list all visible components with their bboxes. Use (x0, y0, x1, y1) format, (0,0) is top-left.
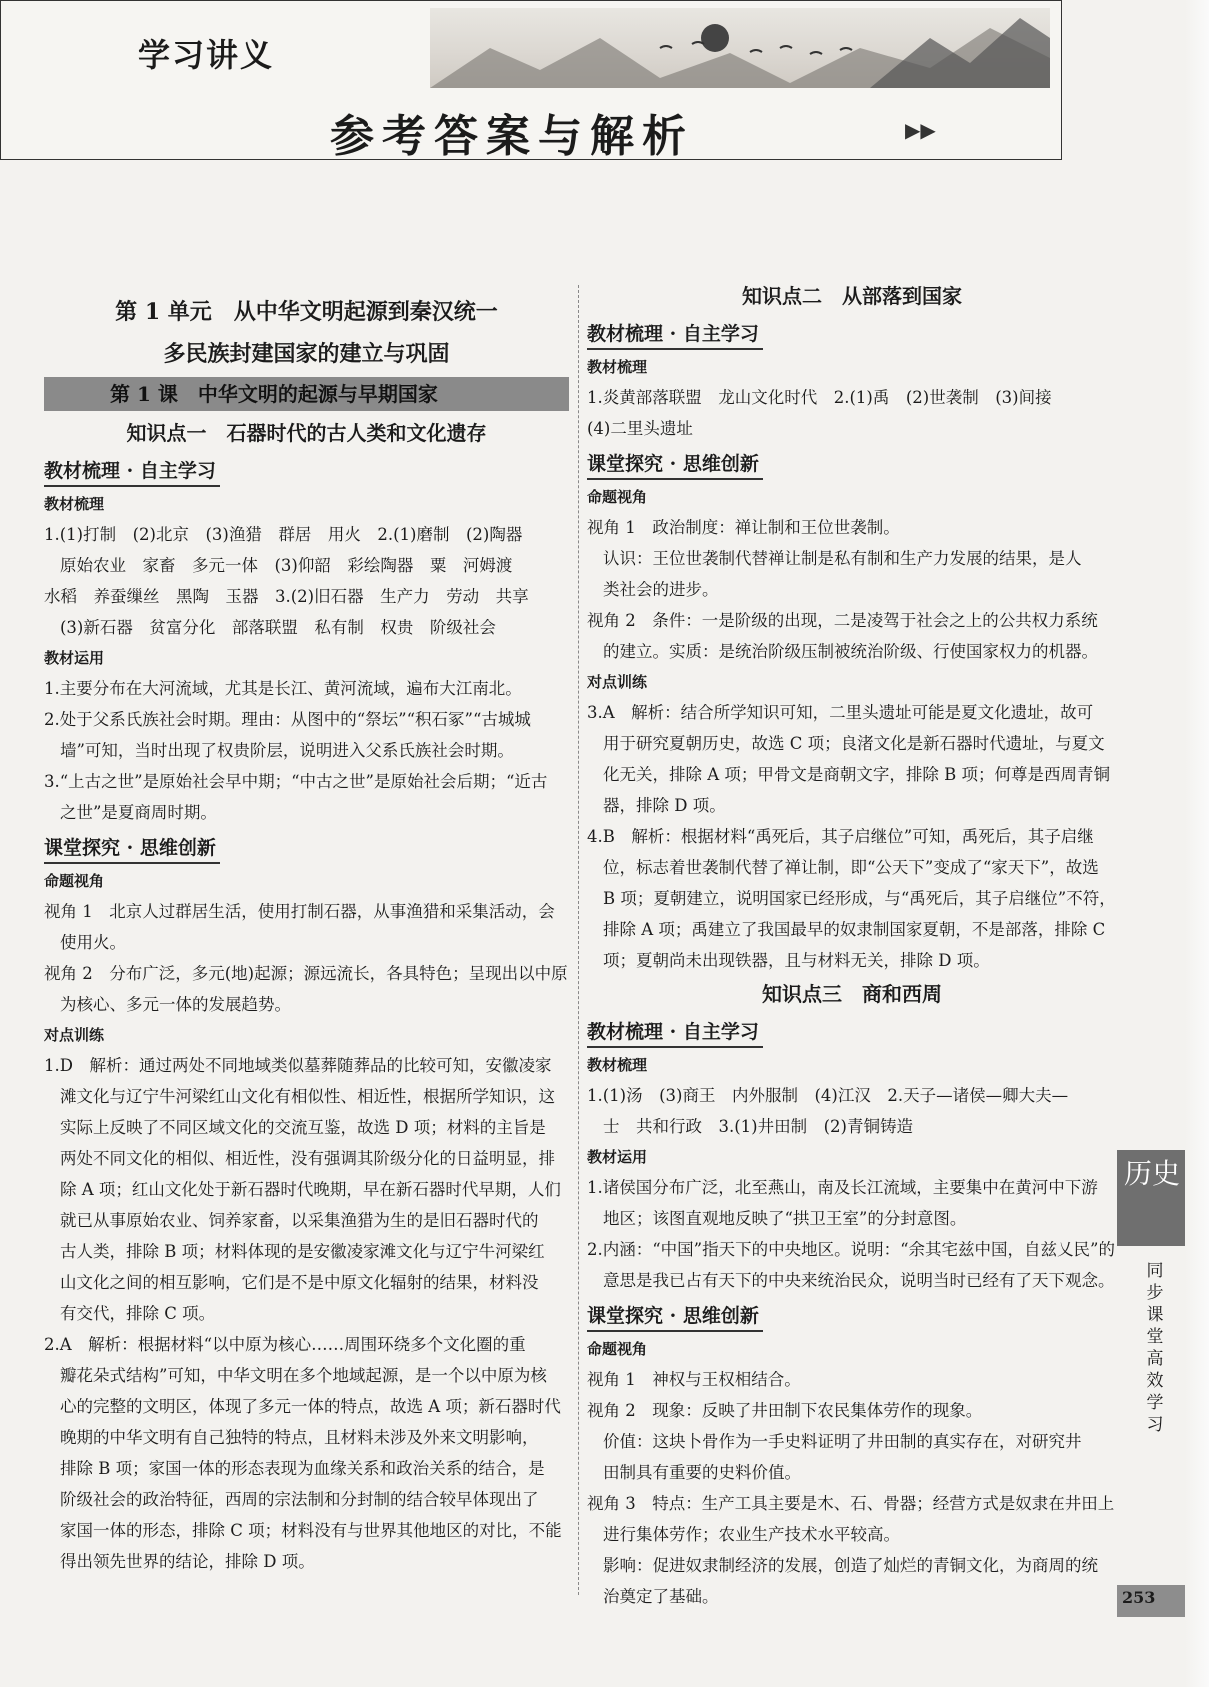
text-line: 1.主要分布在大河流域，尤其是长江、黄河流域，遍布大江南北。 (44, 679, 522, 698)
text-line: 心的完整的文明区，体现了多元一体的特点，故选 A 项；新石器时代 (60, 1397, 561, 1416)
text-line: 山文化之间的相互影响，它们是不是中原文化辐射的结果，材料没 (60, 1273, 539, 1292)
section-heading: 教材梳理 · 自主学习 (587, 1018, 763, 1048)
header-banner (0, 0, 1062, 160)
text-line: 器，排除 D 项。 (603, 796, 726, 815)
subheading: 教材运用 (587, 1148, 648, 1166)
unit-title-line2: 多民族封建国家的建立与巩固 (163, 341, 450, 367)
arrow-icon: ▶▶ (905, 118, 936, 142)
lesson-title: 第 1 课 中华文明的起源与早期国家 (44, 377, 569, 411)
text-line: 1.诸侯国分布广泛，北至燕山，南及长江流域，主要集中在黄河中下游 (587, 1178, 1098, 1197)
text-line: 1.D 解析：通过两处不同地域类似墓葬随葬品的比较可知，安徽凌家 (44, 1056, 552, 1075)
text-line: 的建立。实质：是统治阶级压制被统治阶级、行使国家权力的机器。 (603, 642, 1098, 661)
subheading: 命题视角 (44, 872, 105, 890)
text-line: 水稻 养蚕缫丝 黑陶 玉器 3.(2)旧石器 生产力 劳动 共享 (44, 587, 529, 606)
text-line: 类社会的进步。 (603, 580, 719, 599)
text-line: 为核心、多元一体的发展趋势。 (60, 995, 291, 1014)
text-line: 家国一体的形态，排除 C 项；材料没有与世界其他地区的对比，不能 (60, 1521, 562, 1540)
text-line: 价值：这块卜骨作为一手史料证明了井田制的真实存在，对研究井 (603, 1432, 1082, 1451)
text-line: 意思是我已占有天下的中央来统治民众，说明当时已经有了天下观念。 (603, 1271, 1115, 1290)
page-title: 参考答案与解析 (330, 111, 694, 162)
text-line: 视角 1 神权与王权相结合。 (587, 1370, 801, 1389)
text-line: 排除 A 项；禹建立了我国最早的奴隶制国家夏朝，不是部落，排除 C (603, 920, 1106, 939)
column-divider (578, 285, 579, 1595)
text-line: 使用火。 (60, 933, 126, 952)
subheading: 教材运用 (44, 649, 105, 667)
text-line: 3.A 解析：结合所学知识可知，二里头遗址可能是夏文化遗址，故可 (587, 703, 1094, 722)
text-line: B 项；夏朝建立，说明国家已经形成，与“禹死后，其子启继位”不符， (603, 889, 1116, 908)
section-heading: 课堂探究 · 思维创新 (587, 450, 763, 480)
text-line: 2.A 解析：根据材料“以中原为核心……周围环绕多个文化圈的重 (44, 1335, 526, 1354)
text-line: 瓣花朵式结构”可知，中华文明在多个地域起源，是一个以中原为核 (60, 1366, 547, 1385)
unit-title-line1: 第 1 单元 从中华文明起源到秦汉统一 (115, 299, 498, 325)
text-line: 视角 2 现象：反映了井田制下农民集体劳作的现象。 (587, 1401, 983, 1420)
text-line: 治奠定了基础。 (603, 1587, 719, 1606)
text-line: 认识：王位世袭制代替禅让制是私有制和生产力发展的结果，是人 (603, 549, 1082, 568)
section-heading: 课堂探究 · 思维创新 (587, 1302, 763, 1332)
knowledge-point-1: 知识点一 石器时代的古人类和文化遗存 (126, 421, 487, 445)
text-line: 视角 1 政治制度：禅让制和王位世袭制。 (587, 518, 900, 537)
text-line: 进行集体劳作；农业生产技术水平较高。 (603, 1525, 900, 1544)
right-column (587, 278, 1117, 1612)
knowledge-point-3: 知识点三 商和西周 (762, 982, 942, 1006)
text-line: 地区；该图直观地反映了“拱卫王室”的分封意图。 (603, 1209, 967, 1228)
section-heading: 课堂探究 · 思维创新 (44, 834, 220, 864)
text-line: 实际上反映了不同区域文化的交流互鉴，故选 D 项；材料的主旨是 (60, 1118, 546, 1137)
section-heading: 教材梳理 · 自主学习 (44, 457, 220, 487)
subheading: 命题视角 (587, 488, 648, 506)
knowledge-point-2: 知识点二 从部落到国家 (742, 284, 962, 308)
text-line: 1.(1)打制 (2)北京 (3)渔猎 群居 用火 2.(1)磨制 (2)陶器 (44, 525, 523, 544)
text-line: 视角 1 北京人过群居生活，使用打制石器，从事渔猎和采集活动，会 (44, 902, 555, 921)
subject-tab: 历史 (1117, 1150, 1187, 1246)
text-line: 就已从事原始农业、饲养家畜，以采集渔猎为生的是旧石器时代的 (60, 1211, 539, 1230)
left-column (44, 293, 569, 1577)
text-line: 得出领先世界的结论，排除 D 项。 (60, 1552, 315, 1571)
text-line: 视角 2 分布广泛，多元(地)起源；源远流长，各具特色；呈现出以中原 (44, 964, 568, 983)
text-line: 滩文化与辽宁牛河梁红山文化有相似性、相近性，根据所学知识，这 (60, 1087, 555, 1106)
text-line: 2.内涵：“中国”指天下的中央地区。说明：“余其宅兹中国，自兹乂民”的 (587, 1240, 1115, 1259)
subheading: 命题视角 (587, 1340, 648, 1358)
subheading: 对点训练 (44, 1026, 105, 1044)
text-line: 2.处于父系氏族社会时期。理由：从图中的“祭坛”“积石冢”“古城城 (44, 710, 531, 729)
text-line: 有交代，排除 C 项。 (60, 1304, 216, 1323)
page-edge (1185, 0, 1209, 1687)
text-line: 视角 2 条件：一是阶级的出现，二是凌驾于社会之上的公共权力系统 (587, 611, 1098, 630)
text-line: 晚期的中华文明有自己独特的特点，且材料未涉及外来文明影响， (60, 1428, 539, 1447)
text-line: 项；夏朝尚未出现铁器，且与材料无关，排除 D 项。 (603, 951, 990, 970)
section-heading: 教材梳理 · 自主学习 (587, 320, 763, 350)
banner-label: 学习讲义 (138, 36, 275, 74)
text-line: 化无关，排除 A 项；甲骨文是商朝文字，排除 B 项；何尊是西周青铜 (603, 765, 1111, 784)
text-line: 之世”是夏商周时期。 (60, 803, 217, 822)
text-line: (4)二里头遗址 (587, 419, 693, 438)
text-line: 除 A 项；红山文化处于新石器时代晚期，早在新石器时代早期，人们 (60, 1180, 561, 1199)
subheading: 教材梳理 (587, 358, 648, 376)
text-line: 影响：促进奴隶制经济的发展，创造了灿烂的青铜文化，为商周的统 (603, 1556, 1098, 1575)
page-number: 253 (1122, 1588, 1156, 1607)
text-line: (3)新石器 贫富分化 部落联盟 私有制 权贵 阶级社会 (60, 618, 496, 637)
text-line: 原始农业 家畜 多元一体 (3)仰韶 彩绘陶器 粟 河姆渡 (60, 556, 513, 575)
text-line: 田制具有重要的史料价值。 (603, 1463, 801, 1482)
side-tagline: 同步课堂 高效学习 (1146, 1261, 1181, 1435)
text-line: 视角 3 特点：生产工具主要是木、石、骨器；经营方式是奴隶在井田上 (587, 1494, 1115, 1513)
text-line: 阶级社会的政治特征，西周的宗法制和分封制的结合较早体现出了 (60, 1490, 539, 1509)
subheading: 教材梳理 (44, 495, 105, 513)
text-line: 用于研究夏朝历史，故选 C 项；良渚文化是新石器时代遗址，与夏文 (603, 734, 1105, 753)
text-line: 1.炎黄部落联盟 龙山文化时代 2.(1)禹 (2)世袭制 (3)间接 (587, 388, 1052, 407)
text-line: 两处不同文化的相似、相近性，没有强调其阶级分化的日益明显，排 (60, 1149, 555, 1168)
text-line: 3.“上古之世”是原始社会早中期；“中古之世”是原始社会后期；“近古 (44, 772, 548, 791)
text-line: 士 共和行政 3.(1)井田制 (2)青铜铸造 (603, 1117, 913, 1136)
text-line: 墙”可知，当时出现了权贵阶层，说明进入父系氏族社会时期。 (60, 741, 514, 760)
text-line: 4.B 解析：根据材料“禹死后，其子启继位”可知，禹死后，其子启继 (587, 827, 1094, 846)
text-line: 1.(1)汤 (3)商王 内外服制 (4)江汉 2.天子—诸侯—卿大夫— (587, 1086, 1069, 1105)
subheading: 对点训练 (587, 673, 648, 691)
text-line: 古人类，排除 B 项；材料体现的是安徽凌家滩文化与辽宁牛河梁红 (60, 1242, 545, 1261)
text-line: 排除 B 项；家国一体的形态表现为血缘关系和政治关系的结合，是 (60, 1459, 545, 1478)
landscape-painting (430, 8, 1050, 88)
text-line: 位，标志着世袭制代替了禅让制，即“公天下”变成了“家天下”，故选 (603, 858, 1099, 877)
subheading: 教材梳理 (587, 1056, 648, 1074)
